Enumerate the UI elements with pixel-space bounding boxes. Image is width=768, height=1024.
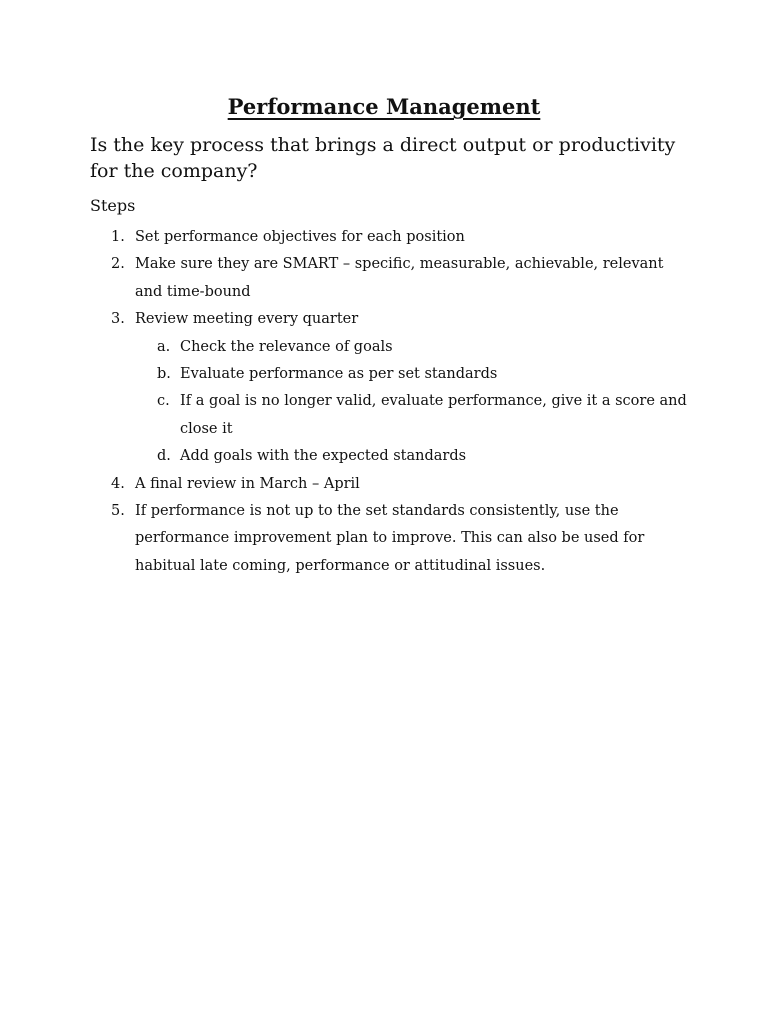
- substep-letter: b.: [157, 366, 171, 383]
- substep-letter: c.: [157, 393, 170, 410]
- step-number: 2.: [111, 256, 125, 273]
- substep-text: Evaluate performance as per set standards: [180, 366, 498, 383]
- substep-text: Check the relevance of goals: [180, 338, 393, 355]
- step-item-1: [90, 224, 690, 251]
- step-number: 1.: [111, 229, 125, 245]
- step-text: If performance is not up to the set standards consistently, use the performance improvement plan to improve. This can also be used for habitual late coming, performance or attitudinal issues.: [135, 503, 645, 574]
- step-number: 5.: [111, 503, 125, 520]
- step-text: Make sure they are SMART – specific, measurable, achievable, relevant and time-bound: [135, 256, 664, 300]
- substep-text: If a goal is no longer valid, evaluate performance, give it a score and close it: [180, 393, 687, 437]
- step-text: Review meeting every quarter: [135, 311, 359, 328]
- steps-list: [90, 224, 690, 580]
- substep-letter: a.: [157, 338, 171, 355]
- substep-item-d: [135, 443, 690, 470]
- step-item-5: [90, 498, 690, 580]
- step-number: 4.: [111, 475, 125, 492]
- step-item-2: [90, 251, 690, 306]
- step-text: Set performance objectives for each position: [135, 229, 465, 245]
- step-text: A final review in March – April: [135, 475, 360, 492]
- substep-item-b: [135, 361, 690, 388]
- step-item-4: [90, 471, 690, 498]
- steps-heading: Steps: [90, 196, 136, 215]
- document-title: Performance Management: [227, 94, 541, 119]
- substep-letter: d.: [157, 448, 171, 465]
- substep-item-a: [135, 334, 690, 361]
- substep-text: Add goals with the expected standards: [180, 448, 467, 465]
- step-number: 3.: [111, 311, 125, 328]
- step-item-3: [90, 306, 690, 470]
- substeps-list: [135, 334, 690, 471]
- intro-question: Is the key process that brings a direct output or productivity for the company?: [90, 134, 676, 182]
- substep-item-c: [135, 388, 690, 443]
